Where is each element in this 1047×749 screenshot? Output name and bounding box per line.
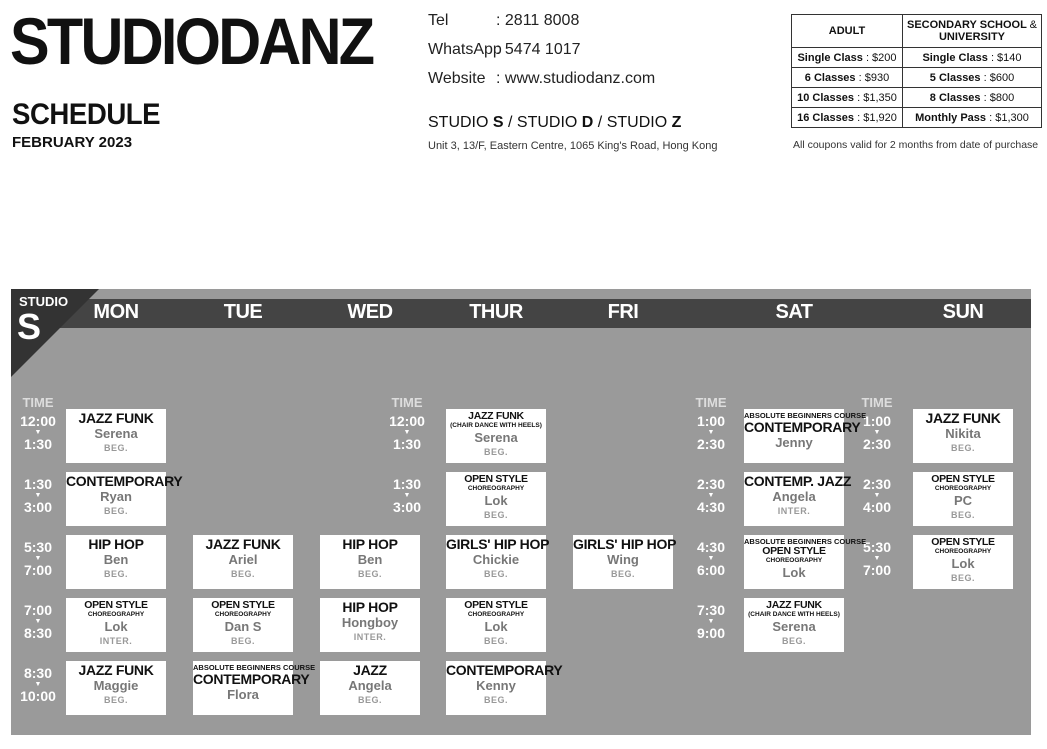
tel-label: Tel	[428, 12, 449, 29]
class-card[interactable]	[320, 661, 420, 715]
address: Unit 3, 13/F, Eastern Centre, 1065 King's Road, Hong Kong	[428, 140, 718, 152]
class-card[interactable]	[913, 409, 1013, 463]
pricing-table	[791, 14, 1042, 128]
level-badge: BEG.	[483, 447, 508, 457]
arrow-down-icon: ▼	[34, 618, 42, 625]
studios-text: / STUDIO	[593, 114, 672, 131]
ampersand: &	[1029, 19, 1037, 31]
class-subtitle: CHOREOGRAPHY	[467, 485, 525, 492]
whatsapp-value[interactable]: : 5474 1017	[496, 41, 581, 58]
instructor: Lok	[104, 619, 128, 634]
instructor: Nikita	[945, 426, 981, 441]
logo: STUDIODANZ	[10, 4, 373, 78]
end-time: 4:00	[862, 499, 892, 515]
class-name: HIP HOP	[342, 599, 398, 615]
time-slot	[857, 476, 897, 515]
instructor: Angela	[772, 489, 816, 504]
class-name: OPEN STYLE	[762, 545, 826, 557]
class-card[interactable]	[66, 598, 166, 652]
level-badge: BEG.	[781, 636, 806, 646]
arrow-down-icon: ▼	[34, 492, 42, 499]
arrow-down-icon: ▼	[873, 492, 881, 499]
website-label: Website	[428, 70, 486, 87]
day-tue: TUE	[223, 301, 263, 323]
student-header-text: UNIVERSITY	[938, 31, 1005, 43]
price-row	[792, 68, 1042, 88]
price-label: Single Class	[922, 51, 988, 64]
start-time: 1:30	[392, 476, 422, 492]
studios-text: / STUDIO	[503, 114, 582, 131]
class-name: HIP HOP	[342, 536, 398, 552]
class-card[interactable]	[193, 535, 293, 589]
class-card[interactable]	[446, 472, 546, 526]
instructor: Chickie	[472, 552, 520, 567]
arrow-down-icon: ▼	[707, 555, 715, 562]
level-badge: BEG.	[103, 569, 128, 579]
class-subtitle: CHOREOGRAPHY	[214, 611, 272, 618]
class-name: CONTEMPORARY	[193, 671, 310, 687]
price-label: 10 Classes	[797, 91, 855, 104]
class-name: JAZZ FUNK	[205, 536, 281, 552]
studio-letter: S	[17, 306, 42, 347]
arrow-down-icon: ▼	[34, 681, 42, 688]
instructor: Ben	[103, 552, 129, 567]
class-card[interactable]	[446, 661, 563, 715]
arrow-down-icon: ▼	[34, 555, 42, 562]
class-subtitle: CHOREOGRAPHY	[467, 611, 525, 618]
class-card[interactable]	[573, 535, 677, 589]
instructor: Lok	[951, 556, 975, 571]
end-time: 1:30	[23, 436, 53, 452]
class-card[interactable]	[193, 598, 293, 652]
price-row	[792, 108, 1042, 128]
level-badge: BEG.	[483, 510, 508, 520]
studio-s: S	[492, 114, 504, 131]
level-badge: INTER.	[353, 632, 387, 642]
instructor: Ben	[357, 552, 383, 567]
arrow-down-icon: ▼	[873, 555, 881, 562]
time-slot	[387, 413, 427, 452]
class-subtitle: CHOREOGRAPHY	[87, 611, 145, 618]
start-time: 5:30	[862, 539, 892, 555]
level-badge: BEG.	[483, 636, 508, 646]
class-card[interactable]	[744, 535, 867, 589]
class-name: CONTEMPORARY	[66, 473, 183, 489]
arrow-down-icon: ▼	[34, 429, 42, 436]
class-name: GIRLS' HIP HOP	[573, 536, 677, 552]
price-label: 8 Classes	[929, 91, 981, 104]
instructor: Ryan	[100, 489, 132, 504]
start-time: 2:30	[862, 476, 892, 492]
class-name: OPEN STYLE	[464, 473, 528, 485]
whatsapp-line	[428, 41, 581, 59]
class-name: JAZZ FUNK	[925, 410, 1001, 426]
end-time: 7:00	[862, 562, 892, 578]
start-time: 5:30	[23, 539, 53, 555]
level-badge: BEG.	[230, 569, 255, 579]
start-time: 12:00	[20, 413, 56, 429]
level-badge: BEG.	[103, 506, 128, 516]
price-value: : $200	[865, 51, 897, 64]
class-name: OPEN STYLE	[931, 473, 995, 485]
level-badge: BEG.	[610, 569, 635, 579]
time-label: TIME	[861, 395, 893, 410]
day-sun: SUN	[942, 301, 984, 323]
studio-d: D	[581, 114, 594, 131]
whatsapp-label: WhatsApp	[428, 41, 502, 58]
instructor: PC	[953, 493, 973, 508]
website-link[interactable]: : www.studiodanz.com	[496, 70, 656, 87]
end-time: 2:30	[696, 436, 726, 452]
studio-word: STUDIO	[19, 294, 69, 309]
class-card[interactable]	[66, 661, 166, 715]
instructor: Lok	[484, 493, 508, 508]
coupon-note: All coupons valid for 2 months from date of purchase	[793, 139, 1039, 151]
class-subtitle: CHOREOGRAPHY	[934, 485, 992, 492]
end-time: 7:00	[23, 562, 53, 578]
end-time: 1:30	[392, 436, 422, 452]
instructor: Flora	[227, 687, 259, 702]
end-time: 3:00	[392, 499, 422, 515]
price-label: 5 Classes	[929, 71, 981, 84]
class-card[interactable]	[913, 535, 1013, 589]
instructor: Serena	[94, 426, 138, 441]
class-name: JAZZ FUNK	[78, 410, 154, 426]
level-badge: BEG.	[357, 695, 382, 705]
tel-value[interactable]: : 2811 8008	[496, 12, 580, 29]
arrow-down-icon: ▼	[403, 429, 411, 436]
class-name: CONTEMPORARY	[744, 419, 861, 435]
course-tag: ABSOLUTE BEGINNERS COURSE	[744, 411, 867, 420]
student-header-text: SECONDARY SCHOOL	[907, 19, 1027, 31]
class-name: OPEN STYLE	[211, 599, 275, 611]
instructor: Lok	[782, 565, 806, 580]
class-name: GIRLS' HIP HOP	[446, 536, 550, 552]
level-badge: BEG.	[483, 569, 508, 579]
instructor: Serena	[772, 619, 816, 634]
time-slot	[691, 539, 731, 578]
class-name: JAZZ FUNK	[468, 410, 524, 422]
time-slot	[18, 539, 58, 578]
schedule-month: FEBRUARY 2023	[12, 134, 133, 151]
tel-line	[428, 12, 579, 30]
end-time: 6:00	[696, 562, 726, 578]
level-badge: BEG.	[103, 695, 128, 705]
level-badge: INTER.	[777, 506, 811, 516]
time-slot	[691, 476, 731, 515]
instructor: Ariel	[228, 552, 258, 567]
end-time: 2:30	[862, 436, 892, 452]
class-name: JAZZ	[353, 662, 387, 678]
class-subtitle: (CHAIR DANCE WITH HEELS)	[748, 611, 840, 618]
price-label: 16 Classes	[797, 111, 855, 124]
time-slot	[18, 413, 58, 452]
studios-text: STUDIO	[428, 114, 493, 131]
day-thur: THUR	[469, 301, 523, 323]
level-badge: BEG.	[230, 636, 255, 646]
class-card[interactable]	[446, 535, 550, 589]
class-card[interactable]	[66, 535, 166, 589]
arrow-down-icon: ▼	[873, 429, 881, 436]
class-card[interactable]	[744, 598, 844, 652]
day-wed: WED	[347, 301, 393, 323]
end-time: 9:00	[696, 625, 726, 641]
level-badge: BEG.	[950, 573, 975, 583]
day-fri: FRI	[607, 301, 639, 323]
start-time: 1:00	[696, 413, 726, 429]
time-slot	[691, 413, 731, 452]
start-time: 4:30	[696, 539, 726, 555]
level-badge: BEG.	[357, 569, 382, 579]
start-time: 7:30	[696, 602, 726, 618]
class-subtitle: CHOREOGRAPHY	[765, 557, 823, 564]
day-mon: MON	[93, 301, 139, 323]
class-card[interactable]	[66, 472, 183, 526]
class-card[interactable]	[193, 661, 316, 715]
end-time: 4:30	[696, 499, 726, 515]
instructor: Kenny	[476, 678, 516, 693]
price-row	[792, 48, 1042, 68]
end-time: 10:00	[20, 688, 56, 704]
course-tag: ABSOLUTE BEGINNERS COURSE	[744, 537, 867, 546]
price-value: : $140	[990, 51, 1022, 64]
instructor: Dan S	[224, 619, 262, 634]
end-time: 8:30	[23, 625, 53, 641]
instructor: Maggie	[93, 678, 139, 693]
price-value: : $1,300	[989, 111, 1029, 124]
price-value: : $800	[983, 91, 1015, 104]
class-name: HIP HOP	[88, 536, 144, 552]
price-value: : $600	[983, 71, 1015, 84]
course-tag: ABSOLUTE BEGINNERS COURSE	[193, 663, 316, 672]
class-card[interactable]	[744, 472, 852, 526]
class-name: JAZZ FUNK	[766, 599, 822, 611]
class-name: JAZZ FUNK	[78, 662, 154, 678]
adult-header: ADULT	[792, 15, 903, 48]
time-slot	[691, 602, 731, 641]
schedule-title: SCHEDULE	[12, 98, 161, 131]
class-name: OPEN STYLE	[84, 599, 148, 611]
class-name: CONTEMPORARY	[446, 662, 563, 678]
class-subtitle: (CHAIR DANCE WITH HEELS)	[450, 422, 542, 429]
arrow-down-icon: ▼	[403, 492, 411, 499]
day-sat: SAT	[775, 301, 813, 323]
class-card[interactable]	[320, 598, 420, 652]
arrow-down-icon: ▼	[707, 618, 715, 625]
instructor: Hongboy	[341, 615, 399, 630]
arrow-down-icon: ▼	[707, 492, 715, 499]
studios-line	[428, 114, 681, 132]
start-time: 7:00	[23, 602, 53, 618]
end-time: 3:00	[23, 499, 53, 515]
instructor: Jenny	[775, 435, 813, 450]
time-slot	[18, 476, 58, 515]
time-slot	[387, 476, 427, 515]
level-badge: BEG.	[103, 443, 128, 453]
start-time: 1:30	[23, 476, 53, 492]
class-name: CONTEMP. JAZZ	[744, 473, 852, 489]
start-time: 1:00	[862, 413, 892, 429]
instructor: Lok	[484, 619, 508, 634]
time-label: TIME	[22, 395, 54, 410]
start-time: 8:30	[23, 665, 53, 681]
start-time: 2:30	[696, 476, 726, 492]
class-name: OPEN STYLE	[464, 599, 528, 611]
time-label: TIME	[391, 395, 423, 410]
class-card[interactable]	[66, 409, 166, 463]
class-card[interactable]	[446, 409, 546, 463]
instructor: Wing	[607, 552, 639, 567]
class-subtitle: CHOREOGRAPHY	[934, 548, 992, 555]
price-value: : $930	[858, 71, 890, 84]
time-slot	[18, 602, 58, 641]
class-card[interactable]	[446, 598, 546, 652]
level-badge: BEG.	[483, 695, 508, 705]
website-line	[428, 70, 655, 88]
price-value: : $1,920	[857, 111, 897, 124]
class-card[interactable]	[744, 409, 867, 463]
instructor: Angela	[348, 678, 392, 693]
class-name: OPEN STYLE	[931, 536, 995, 548]
class-card[interactable]	[913, 472, 1013, 526]
price-label: Monthly Pass	[915, 111, 987, 124]
start-time: 12:00	[389, 413, 425, 429]
student-header	[903, 15, 1042, 48]
time-slot	[18, 665, 58, 704]
price-label: 6 Classes	[804, 71, 856, 84]
level-badge: BEG.	[950, 443, 975, 453]
class-card[interactable]	[320, 535, 420, 589]
price-row	[792, 88, 1042, 108]
studio-z: Z	[671, 114, 682, 131]
price-value: : $1,350	[857, 91, 897, 104]
arrow-down-icon: ▼	[707, 429, 715, 436]
level-badge: BEG.	[950, 510, 975, 520]
level-badge: INTER.	[99, 636, 133, 646]
time-label: TIME	[695, 395, 727, 410]
price-label: Single Class	[797, 51, 863, 64]
instructor: Serena	[474, 430, 518, 445]
